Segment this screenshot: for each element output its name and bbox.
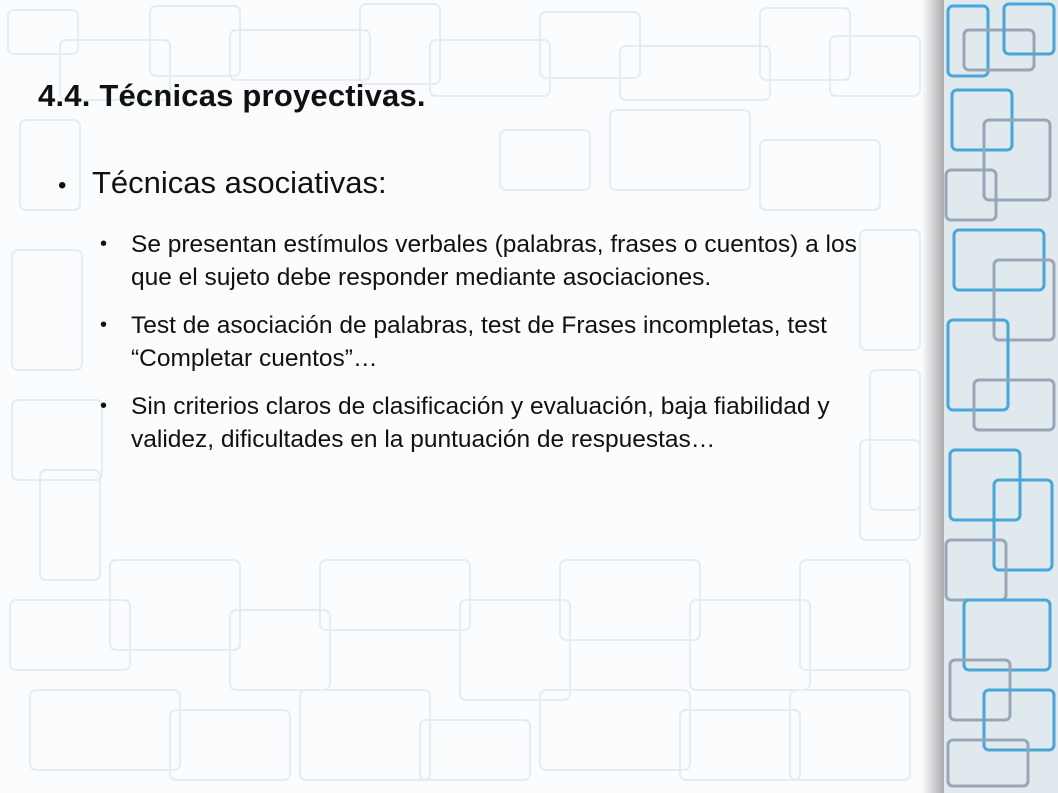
sub-bullet-text: Sin criterios claros de clasificación y evaluación, baja fiabilidad y validez, dificultades en la puntuación de respuestas… xyxy=(131,393,830,453)
decorative-side-strip xyxy=(944,0,1058,793)
main-bullet-text: Técnicas asociativas: xyxy=(92,165,387,200)
sub-bullet-item xyxy=(100,228,900,294)
main-bullet-item xyxy=(58,165,387,201)
bullet-marker: • xyxy=(100,314,108,336)
sub-bullet-item xyxy=(100,390,900,456)
bullet-marker: • xyxy=(58,172,67,199)
sub-bullet-text: Se presentan estímulos verbales (palabras, frases o cuentos) a los que el sujeto debe responder mediante asociaciones. xyxy=(131,231,857,291)
side-strip-pattern xyxy=(944,0,1058,793)
sub-bullet-item xyxy=(100,309,900,375)
sub-bullet-list xyxy=(100,228,900,471)
page-edge-shadow xyxy=(922,0,944,793)
slide-title: 4.4. Técnicas proyectivas. xyxy=(38,78,426,113)
sub-bullet-text: Test de asociación de palabras, test de Frases incompletas, test “Completar cuentos”… xyxy=(131,312,827,372)
bullet-marker: • xyxy=(100,233,108,255)
bullet-marker: • xyxy=(100,395,108,417)
